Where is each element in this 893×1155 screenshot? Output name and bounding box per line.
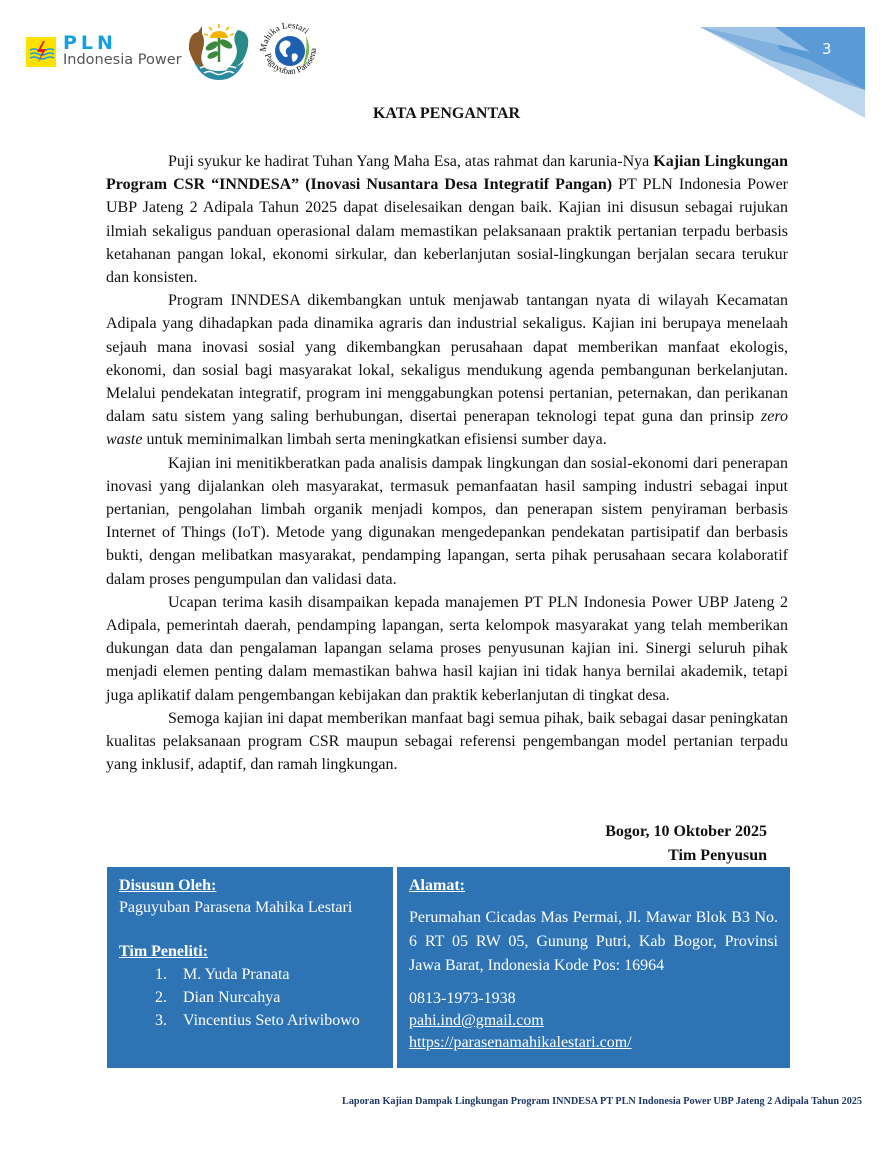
signature-place-date: Bogor, 10 Oktober 2025 [605, 823, 767, 840]
address-heading: Alamat: [409, 877, 465, 894]
researchers-heading: Tim Peneliti: [119, 943, 209, 960]
info-box [107, 867, 790, 1068]
list-item: 2. Dian Nurcahya [155, 989, 281, 1006]
list-item: 3. Vincentius Seto Ariwibowo [155, 1012, 360, 1029]
inndesa-logo [186, 22, 252, 82]
phone-number: 0813-1973-1938 [409, 990, 516, 1007]
address: Perumahan Cicadas Mas Permai, Jl. Mawar Blok B3 No. 6 RT 05 RW 05, Gunung Putri, Kab Bogor, Provinsi Jawa Barat, Indonesia Kode Pos: 16964 [409, 909, 778, 974]
paragraph-1: Puji syukur ke hadirat Tuhan Yang Maha Esa, atas rahmat dan karunia-Nya Kajian Lingkungan Program CSR “INNDESA” (Inovasi Nusantara Desa Integratif Pangan) PT PLN Indonesia Power UBP Jateng 2 Adipala Tahun 2025 dapat diselesaikan dengan baik. Kajian ini disusun sebagai rujukan ilmiah sekaligus panduan operasional dalam memastikan pelaksanaan praktik pertanian terpadu berbasis ketahanan pangan lokal, ekonomi sirkular, dan keberlanjutan sosial-lingkungan berjalan secara terukur dan konsisten. [106, 153, 788, 287]
compiled-by: Paguyuban Parasena Mahika Lestari [119, 899, 353, 916]
email-link[interactable]: pahi.ind@gmail.com [409, 1012, 544, 1029]
paragraph-4: Ucapan terima kasih disampaikan kepada manajemen PT PLN Indonesia Power UBP Jateng 2 Adipala, pemerintah daerah, pendamping lapangan, serta kelompok masyarakat yang telah memberikan dukungan data dan pengalaman lapangan selama proses penyusunan kajian ini. Sinergi seluruh pihak menjadi elemen penting dalam memastikan bahwa hasil kajian ini tidak hanya bernilai akademik, tetapi juga aplikatif dalam pengembangan kebijakan dan praktik keberlanjutan di tingkat desa. [106, 593, 788, 704]
info-box-right-cell [397, 867, 790, 1068]
compiled-by-heading: Disusun Oleh: [119, 877, 217, 894]
pahi-logo-ring-bottom: Paguyuban Parasena [262, 47, 319, 77]
report-title-bold: Kajian Lingkungan Program CSR “INNDESA” (Inovasi Nusantara Desa Integratif Pangan) [106, 153, 788, 194]
info-box-left-cell [107, 867, 393, 1068]
pln-indonesia-power-logo [26, 32, 182, 71]
researchers-list [119, 963, 381, 1032]
paguyuban-parasena-mahika-lestari-logo [256, 18, 324, 84]
website-link[interactable]: https://parasenamahikalestari.com/ [409, 1034, 632, 1051]
paragraph-5: Semoga kajian ini dapat memberikan manfaat bagi semua pihak, baik sebagai dasar peningkatan kualitas pelaksanaan program CSR maupun sebagai referensi pengembangan model pertanian terpadu yang inklusif, adaptif, dan ramah lingkungan. [106, 709, 788, 774]
page-title: KATA PENGANTAR [372, 105, 521, 122]
pahi-logo-ring-top: Mahika Lestari [257, 19, 311, 53]
pln-logo-title: PLN [63, 32, 117, 54]
pln-lightning-icon [26, 37, 56, 67]
paragraph-2: Program INNDESA dikembangkan untuk menjawab tantangan nyata di wilayah Kecamatan Adipala yang dihadapkan pada dinamika agraris dan industrial sekaligus. Kajian ini berupaya menelaah sejauh mana inovasi sosial yang dikembangkan perusahaan dapat memberikan manfaat ekologis, ekonomi, dan sosial bagi masyarakat lokal, sekaligus mendukung agenda pembangunan berkelanjutan. Melalui pendekatan integratif, program ini menggabungkan potensi pertanian, peternakan, dan perikanan dalam satu sistem yang saling berhubungan, disertai penerapan teknologi tepat guna dan prinsip zero waste untuk meminimalkan limbah serta meningkatkan efisiensi sumber daya. [106, 292, 788, 449]
pln-logo-subtitle: Indonesia Power [63, 52, 182, 68]
page-footer: Laporan Kajian Dampak Lingkungan Program INNDESA PT PLN Indonesia Power UBP Jateng 2 Adipala Tahun 2025 [342, 1096, 862, 1107]
signature-team: Tim Penyusun [668, 847, 767, 864]
page-number: 3 [822, 40, 832, 58]
list-item: 1. M. Yuda Pranata [155, 966, 290, 983]
contact-details [409, 988, 778, 1054]
paragraph-3: Kajian ini menitikberatkan pada analisis dampak lingkungan dan sosial-ekonomi dari penerapan inovasi yang dijalankan oleh masyarakat, termasuk pemanfaatan hasil samping industri sebagai input pertanian, pengolahan limbah organik menjadi kompos, dan penerapan sistem penyiraman berbasis Internet of Things (IoT). Metode yang digunakan mengedepankan pendekatan partisipatif dan berbasis bukti, dengan melibatkan masyarakat, pendamping lapangan, serta pihak perusahaan secara kolaboratif dalam proses pengumpulan dan validasi data. [106, 454, 788, 588]
foreword-body [106, 150, 788, 776]
zero-waste-italic: zero waste [106, 408, 788, 449]
